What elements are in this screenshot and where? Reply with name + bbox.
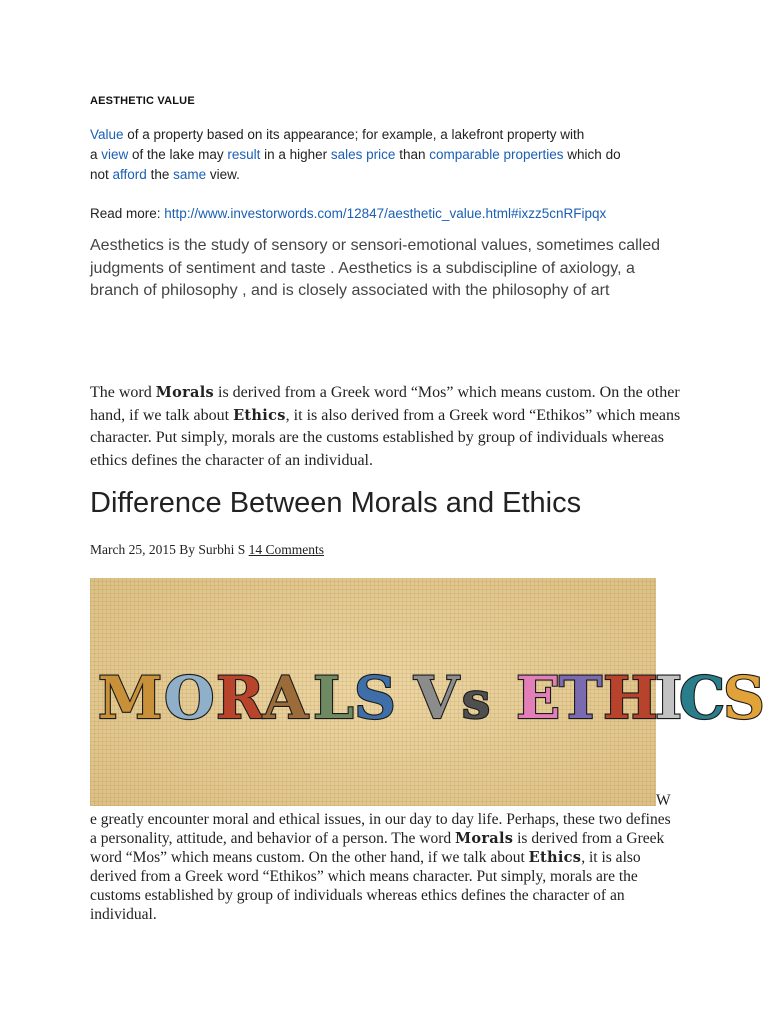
body-keyword-morals: Morals	[455, 830, 514, 847]
article-meta	[90, 542, 324, 558]
definition-text: not	[90, 167, 113, 182]
read-more-line	[90, 204, 690, 224]
body-text-2: is derived from a Greek word “Mos” which means custom. On the other hand, if we talk about	[90, 830, 665, 866]
definition-text: in a higher	[260, 147, 331, 162]
banner-letter: s	[462, 671, 491, 730]
drop-letter: W	[656, 792, 671, 809]
aesthetics-paragraph: Aesthetics is the study of sensory or sensori-emotional values, sometimes called judgments of sentiment and taste . Aesthetics is a subdiscipline of axiology, a branch of philosophy , and is closely associated with the philosophy of art	[90, 237, 661, 299]
body-paragraph	[90, 791, 675, 924]
body-text-3: , it is also derived from a Greek word “Ethikos” which means character. Put simply, morals are the customs established by group of individuals whereas ethics defines the character of an individual.	[90, 849, 641, 923]
definition-link[interactable]: view	[101, 147, 129, 162]
keyword-morals: Morals	[155, 384, 214, 401]
intro-paragraph	[90, 382, 690, 472]
definition-text: of a property based on its appearance; for example, a lakefront property with	[123, 127, 585, 142]
read-more-label: Read more:	[90, 206, 165, 221]
banner-letter: T	[559, 664, 603, 732]
definition-link[interactable]: same	[173, 167, 207, 182]
date-author: March 25, 2015 By Surbhi S	[90, 542, 249, 557]
banner-letter: E	[516, 664, 561, 732]
drop-line	[90, 791, 675, 810]
intro-text-3: , it is also derived from a Greek word “Ethikos” which means character. Put simply, morals are the customs established by group of individuals whereas ethics defines the character of an individual.	[90, 406, 681, 469]
read-more-link[interactable]: http://www.investorwords.com/12847/aesthetic_value.html#ixzz5cnRFipqx	[164, 206, 607, 221]
banner-letter: V	[414, 664, 460, 732]
banner-letter: A	[263, 664, 309, 732]
intro-text-2: is derived from a Greek word “Mos” which means custom. On the other hand, if we talk about	[90, 384, 680, 424]
definition-link[interactable]: Value	[90, 127, 124, 142]
banner-letter: O	[164, 664, 215, 732]
banner-letter: M	[98, 664, 163, 732]
banner-letter: R	[216, 664, 265, 732]
banner-letter: H	[603, 664, 658, 732]
banner-letter: S	[354, 664, 396, 732]
keyword-ethics: Ethics	[233, 406, 286, 424]
section-heading: AESTHETIC VALUE	[90, 95, 195, 107]
banner-letter: L	[313, 664, 354, 732]
banner-letter: C	[679, 664, 726, 732]
morals-vs-ethics-banner-image	[90, 578, 765, 806]
definition-paragraph	[90, 125, 670, 185]
definition-text: a	[90, 147, 102, 162]
definition-text: than	[395, 147, 430, 162]
body-keyword-ethics: Ethics	[528, 849, 582, 866]
banner-letter: S	[723, 664, 765, 732]
banner-graphic	[90, 578, 765, 806]
definition-text: of the lake may	[128, 147, 228, 162]
comments-link[interactable]: 14 Comments	[248, 542, 325, 557]
body-text-1: e greatly encounter moral and ethical issues, in our day to day life. Perhaps, these two defines a personality, attitude, and behavior of a person. The word	[90, 811, 671, 847]
definition-link[interactable]: afford	[112, 167, 147, 182]
definition-link[interactable]: comparable properties	[429, 147, 564, 162]
article-title: Difference Between Morals and Ethics	[90, 487, 582, 519]
definition-text: which do	[563, 147, 621, 162]
definition-text: the	[146, 167, 174, 182]
definition-link[interactable]: sales price	[330, 147, 396, 162]
banner-letter: I	[655, 664, 683, 732]
intro-text-1: The word	[90, 384, 156, 401]
definition-link[interactable]: result	[227, 147, 261, 162]
definition-text: view.	[206, 167, 240, 182]
